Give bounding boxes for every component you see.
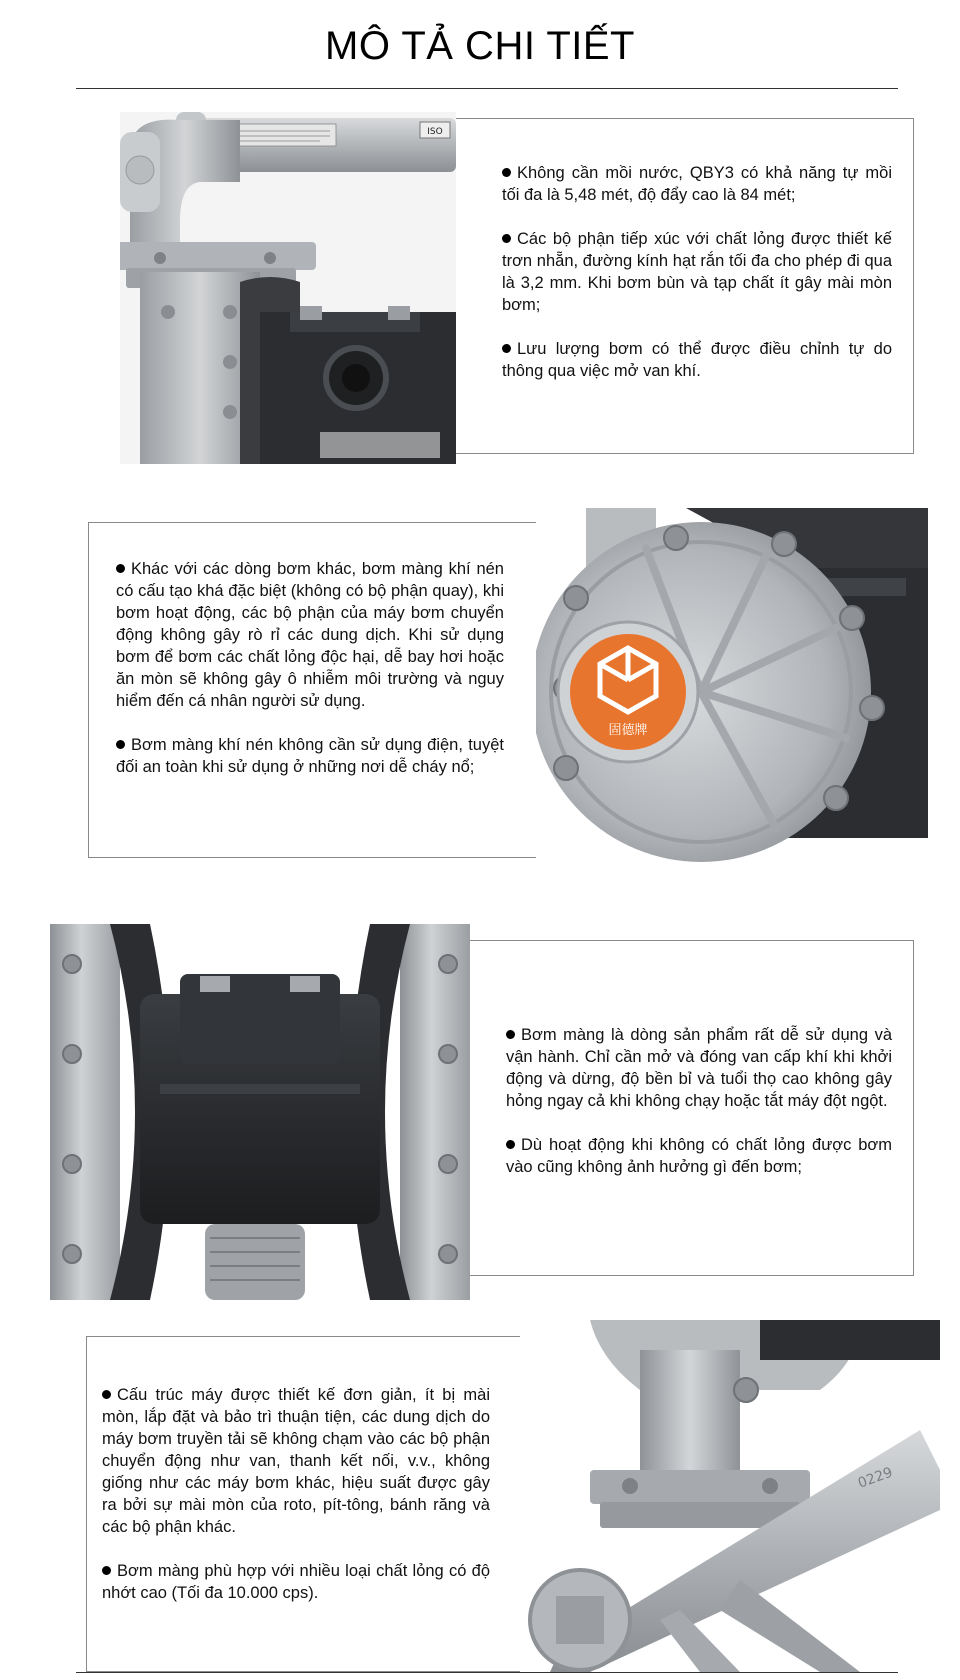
bullet-dot-icon — [102, 1566, 111, 1575]
bottom-rule — [76, 1672, 898, 1673]
bullet-dot-icon — [116, 564, 125, 573]
svg-text:ISO: ISO — [427, 127, 443, 137]
section-3-text — [506, 1024, 892, 1178]
bullet-dot-icon — [506, 1140, 515, 1149]
pump-logo-label: 固德牌 — [608, 723, 648, 738]
section-4-text — [102, 1384, 490, 1604]
section-1-paragraph-2: Các bộ phận tiếp xúc với chất lỏng được thiết kế trơn nhẵn, đường kính hạt rắn tối đa cho phép đi qua là 3,2 mm. Khi bơm bùn và tạp chất ít gây mài mòn bơm; — [502, 230, 892, 314]
pump-diaphragm-cover-image — [536, 508, 928, 874]
svg-text:0229: 0229 — [855, 1464, 895, 1492]
section-1-paragraph-1: Không cần mồi nước, QBY3 có khả năng tự mồi tối đa là 5,48 mét, độ đẩy cao là 84 mét; — [502, 164, 892, 204]
pump-center-body-image — [50, 924, 470, 1300]
bullet-dot-icon — [102, 1390, 111, 1399]
section-2-paragraph-2: Bơm màng khí nén không cần sử dụng điện, tuyệt đối an toàn khi sử dụng ở những nơi dễ cháy nổ; — [116, 736, 504, 776]
bullet-dot-icon — [502, 234, 511, 243]
bullet-dot-icon — [506, 1030, 515, 1039]
section-1-paragraph-3: Lưu lượng bơm có thể được điều chỉnh tự do thông qua việc mở van khí. — [502, 340, 892, 380]
section-1-text — [502, 162, 892, 382]
section-2-paragraph-1: Khác với các dòng bơm khác, bơm màng khí nén có cấu tạo khá đặc biệt (không có bộ phận quay), khi bơm hoạt động, các bộ phận của máy bơm chuyển động không gây rò rỉ các dung dịch. Khi sử dụng bơm để bơm các chất lỏng độc hại, dễ bay hơi hoặc ăn mòn sẽ không gây ô nhiễm môi trường và nguy hiểm đến cá nhân người sử dụng. — [116, 560, 504, 710]
bullet-dot-icon — [502, 168, 511, 177]
pump-inlet-manifold-image — [520, 1320, 940, 1672]
section-4-paragraph-1: Cấu trúc máy được thiết kế đơn giản, ít bị mài mòn, lắp đặt và bảo trì thuận tiện, các dung dịch do máy bơm truyền tải sẽ không chạm vào các bộ phận chuyển động như van, thanh kết nối, v.v., không giống như các máy bơm khác, hiệu suất được gây ra bởi sự mài mòn của roto, pít-tông, bánh răng và các bộ phận khác. — [102, 1386, 490, 1536]
bullet-dot-icon — [116, 740, 125, 749]
section-2-text — [116, 558, 504, 778]
section-3-paragraph-2: Dù hoạt động khi không có chất lỏng được bơm vào cũng không ảnh hưởng gì đến bơm; — [506, 1136, 892, 1176]
section-3-paragraph-1: Bơm màng là dòng sản phẩm rất dễ sử dụng và vận hành. Chỉ cần mở và đóng van cấp khí khi khởi động và dừng, độ bền bỉ và tuổi thọ cao không gây hỏng ngay cả khi không chạy hoặc tắt máy đột ngột. — [506, 1026, 892, 1110]
section-4-paragraph-2: Bơm màng phù hợp với nhiều loại chất lỏng có độ nhớt cao (Tối đa 10.000 cps). — [102, 1562, 490, 1602]
page-title: MÔ TẢ CHI TIẾT — [325, 24, 635, 68]
title-underline — [76, 88, 898, 89]
bullet-dot-icon — [502, 344, 511, 353]
pump-outlet-manifold-image — [120, 112, 456, 464]
